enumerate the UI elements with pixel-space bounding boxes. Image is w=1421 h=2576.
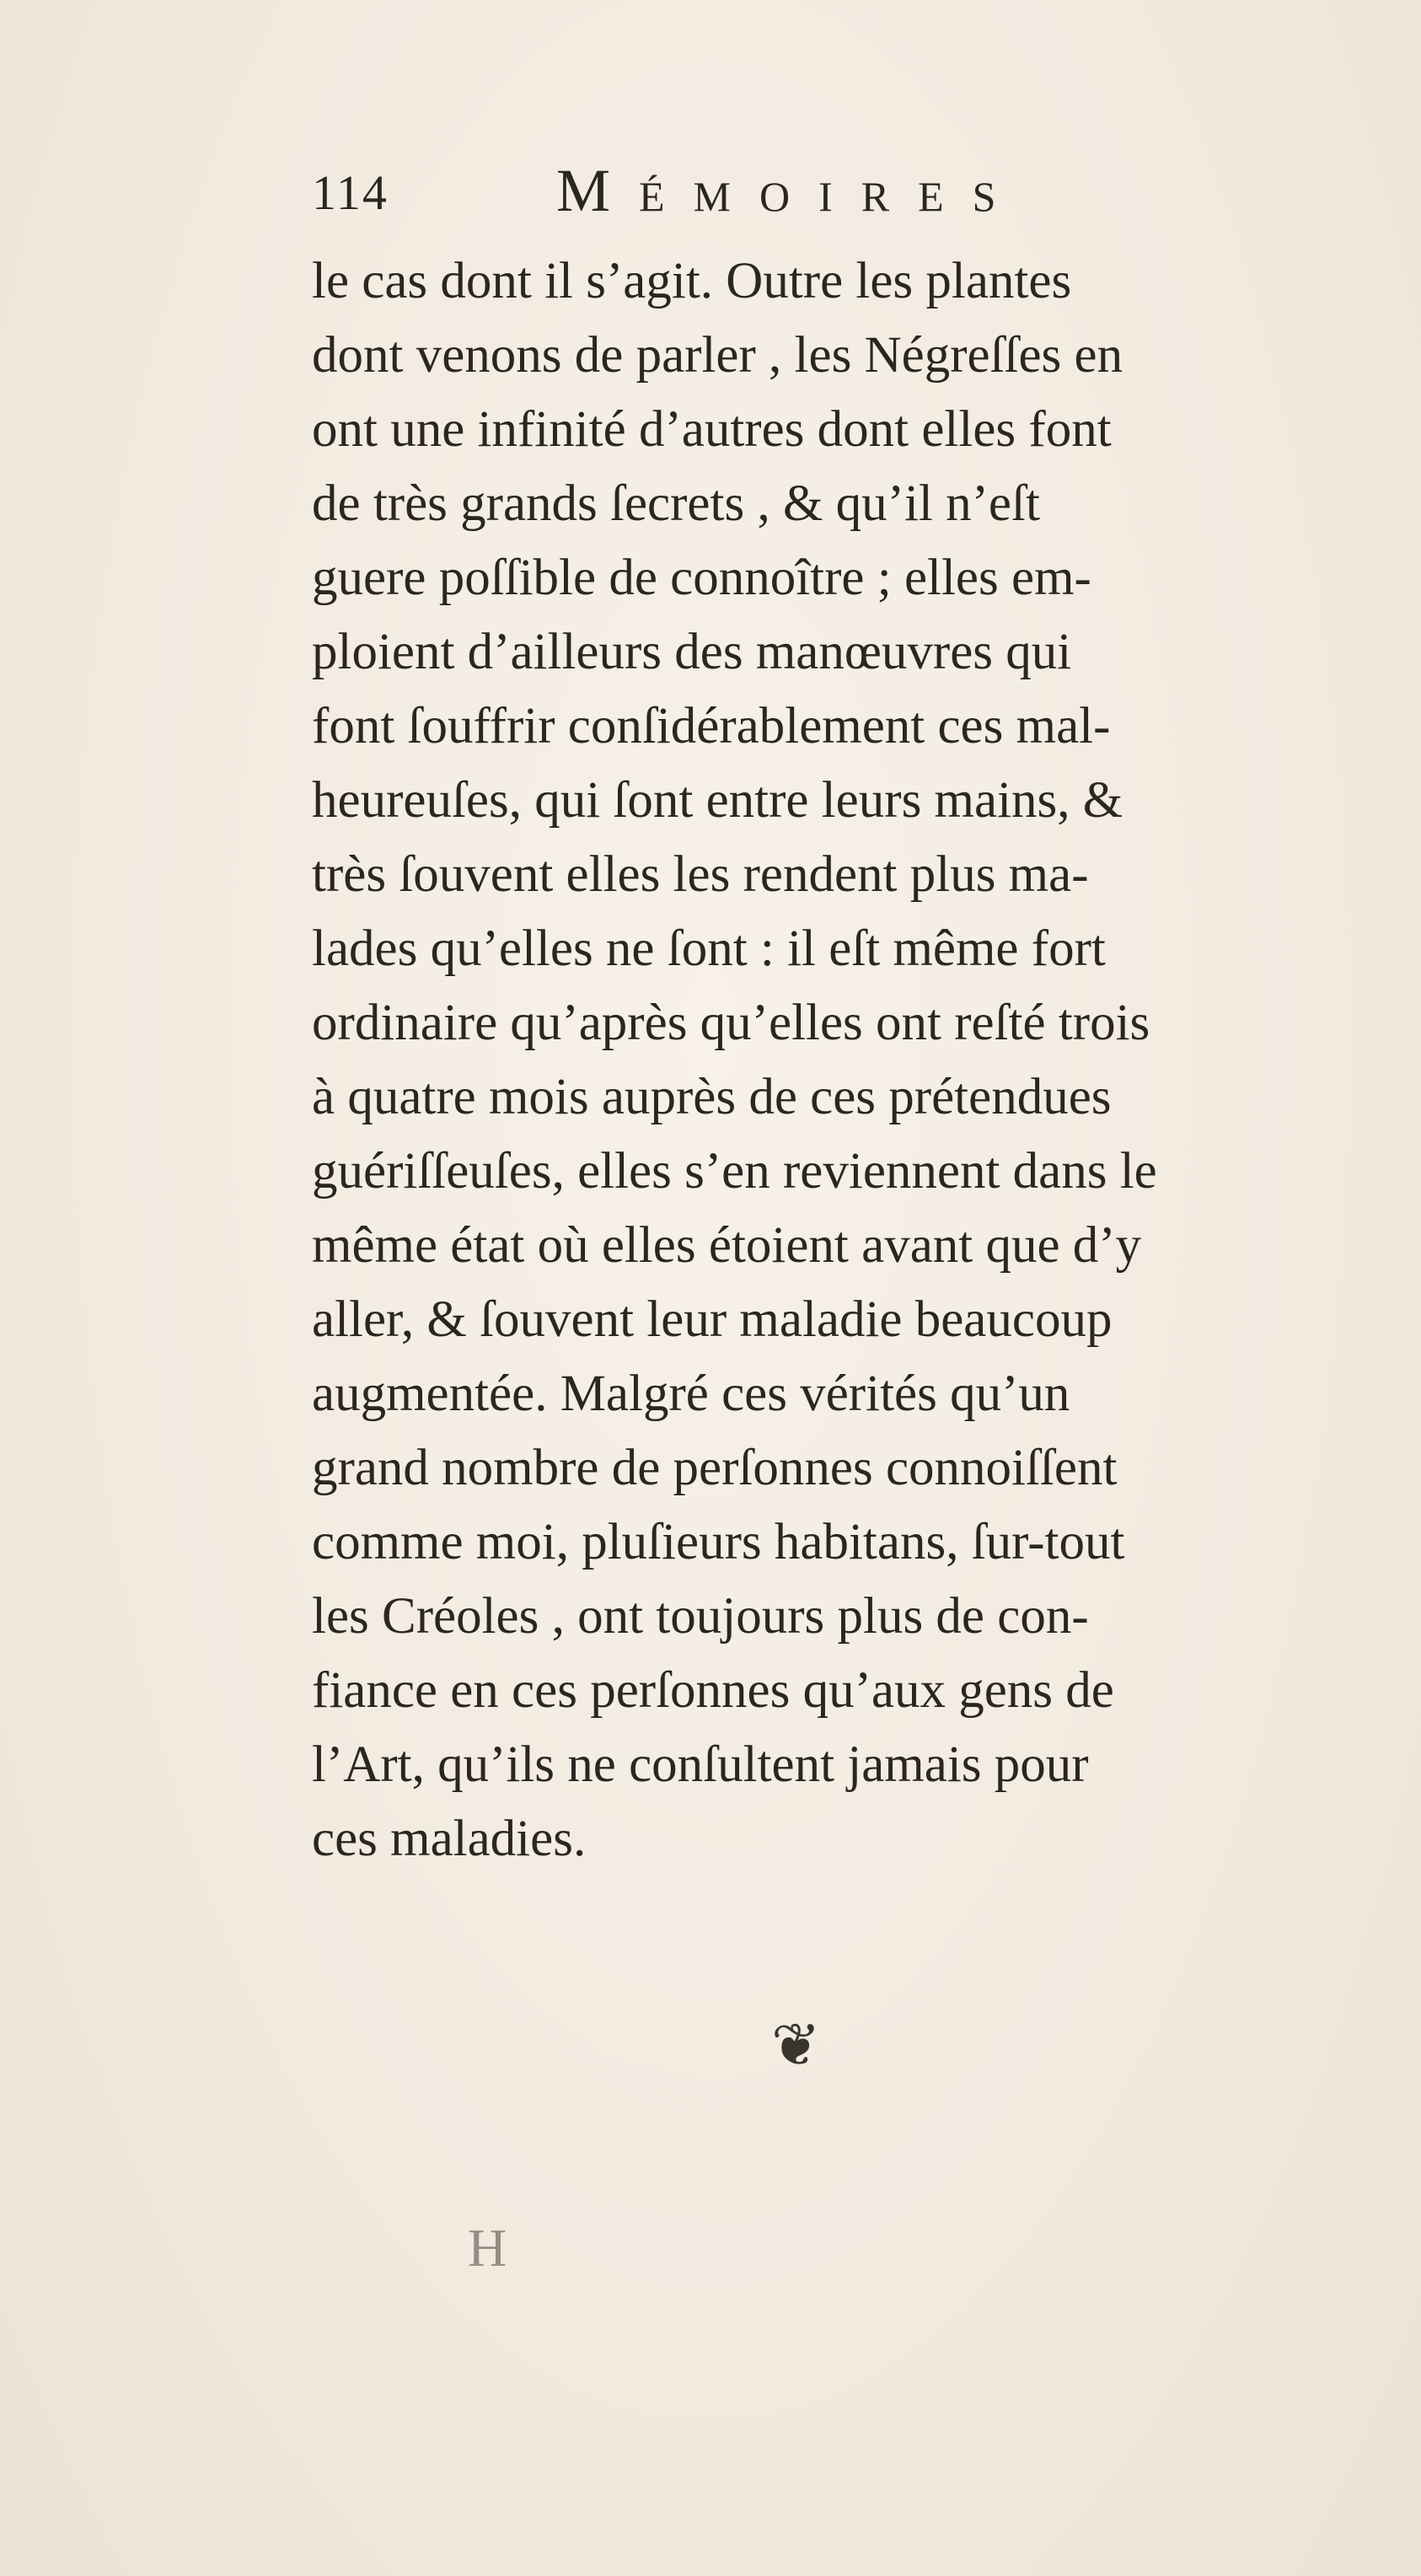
text-line: ces maladies. bbox=[312, 1811, 587, 1867]
text-line: ordinaire qu’après qu’elles ont reſté trois bbox=[312, 995, 1150, 1051]
text-line: font ſouffrir conſidérablement ces mal- bbox=[312, 698, 1111, 754]
page-number: 114 bbox=[312, 165, 389, 220]
fleuron-ornament-icon: ❦ bbox=[771, 2014, 821, 2079]
text-line: guériſſeuſes, elles s’en reviennent dans le bbox=[312, 1143, 1157, 1199]
text-line: grand nombre de perſonnes connoiſſent bbox=[312, 1440, 1118, 1496]
text-line: guere poſſible de connoître ; elles em- bbox=[312, 550, 1091, 606]
signature-mark: H bbox=[468, 2218, 507, 2278]
text-line: le cas dont il s’agit. Outre les plantes bbox=[312, 253, 1072, 309]
text-line: lades qu’elles ne ſont : il eſt même fort bbox=[312, 920, 1106, 977]
text-line: l’Art, qu’ils ne conſultent jamais pour bbox=[312, 1736, 1089, 1793]
text-line: fiance en ces perſonnes qu’aux gens de bbox=[312, 1662, 1114, 1719]
text-line: ont une infinité d’autres dont elles font bbox=[312, 401, 1112, 458]
text-line: dont venons de parler , les Négreſſes en bbox=[312, 327, 1123, 384]
text-line: comme moi, pluſieurs habitans, ſur-tout bbox=[312, 1514, 1125, 1570]
page-header bbox=[312, 156, 1121, 232]
text-line: de très grands ſecrets , & qu’il n’eſt bbox=[312, 475, 1040, 532]
text-line: aller, & ſouvent leur maladie beaucoup bbox=[312, 1291, 1113, 1348]
body-text bbox=[312, 244, 1374, 1876]
text-line: heureuſes, qui ſont entre leurs mains, & bbox=[312, 772, 1123, 829]
text-line: augmentée. Malgré ces vérités qu’un bbox=[312, 1366, 1070, 1422]
text-line: très ſouvent elles les rendent plus ma- bbox=[312, 846, 1089, 903]
running-title: Mémoires bbox=[556, 157, 1025, 224]
text-line: ploient d’ailleurs des manœuvres qui bbox=[312, 624, 1072, 680]
text-line: à quatre mois auprès de ces prétendues bbox=[312, 1069, 1112, 1125]
text-line: les Créoles , ont toujours plus de con- bbox=[312, 1588, 1089, 1645]
text-line: même état où elles étoient avant que d’y bbox=[312, 1217, 1142, 1274]
